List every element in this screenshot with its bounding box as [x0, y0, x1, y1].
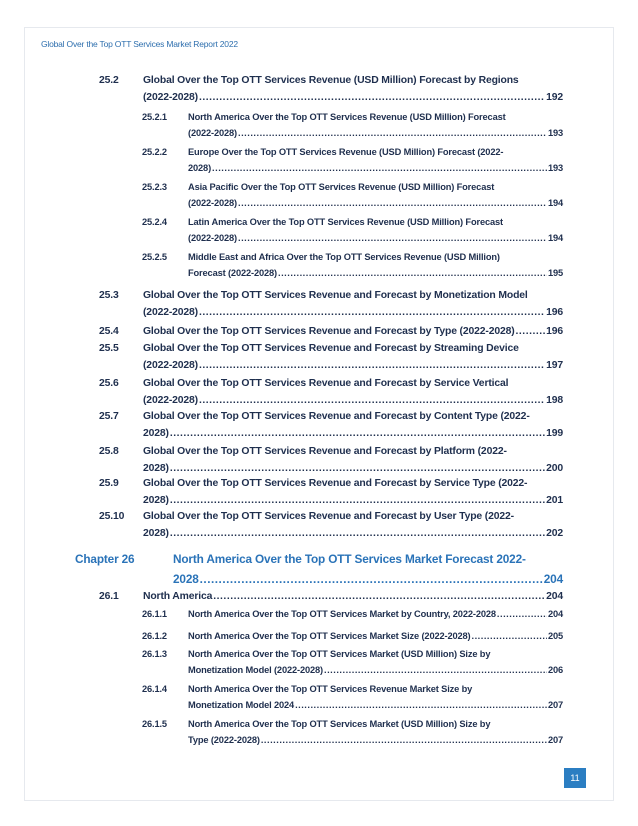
toc-entry-title: North America: [143, 591, 213, 602]
toc-entry-number: 25.2.5: [142, 252, 167, 262]
dot-leader: [238, 128, 547, 138]
toc-page-number: 206: [547, 665, 563, 675]
toc-entry-title-continued: (2022-2028): [188, 198, 238, 208]
toc-page-number: 204: [543, 572, 563, 586]
toc-page-number: 193: [547, 163, 563, 173]
dot-leader: [170, 528, 545, 539]
dot-leader: [295, 700, 547, 710]
toc-entry-number: 26.1.5: [142, 719, 167, 729]
toc-entry[interactable]: [99, 326, 563, 340]
toc-entry-number: 25.8: [99, 446, 119, 457]
toc-chapter-entry[interactable]: [75, 552, 563, 586]
toc-entry[interactable]: [142, 182, 563, 212]
toc-entry[interactable]: [99, 343, 563, 374]
dot-leader: [324, 665, 547, 675]
toc-page-number: 196: [546, 307, 563, 318]
toc-entry[interactable]: [142, 147, 563, 177]
toc-entry-title: North America Over the Top OTT Services Market (USD Million) Size by: [188, 719, 491, 729]
toc-entry-title-continued: (2022-2028): [188, 233, 238, 243]
dot-leader: [199, 307, 545, 318]
dot-leader: [212, 163, 547, 173]
toc-entry-title: Latin America Over the Top OTT Services Revenue (USD Million) Forecast: [188, 217, 503, 227]
toc-entry-number: 26.1.2: [142, 631, 167, 641]
toc-page-number: 194: [547, 233, 563, 243]
toc-entry[interactable]: [142, 217, 563, 247]
toc-entry-title: Asia Pacific Over the Top OTT Services Revenue (USD Million) Forecast: [188, 182, 495, 192]
toc-entry[interactable]: [142, 631, 563, 645]
toc-entry[interactable]: [99, 378, 563, 409]
toc-entry-title: Middle East and Africa Over the Top OTT Services Revenue (USD Million): [188, 252, 500, 262]
page-header: Global Over the Top OTT Services Market Report 2022: [41, 39, 238, 49]
toc-page-number: 195: [547, 268, 563, 278]
toc-entry-title-continued: 2028): [143, 463, 169, 474]
toc-entry[interactable]: [142, 684, 563, 714]
dot-leader: [199, 92, 545, 103]
dot-leader: [170, 428, 545, 439]
toc-entry-title: Global Over the Top OTT Services Revenue and Forecast by Type (2022-2028): [143, 326, 515, 337]
toc-entry[interactable]: [99, 290, 563, 321]
toc-entry-title-continued: 2028): [143, 428, 169, 439]
dot-leader: [516, 326, 546, 337]
dot-leader: [278, 268, 547, 278]
toc-entry[interactable]: [142, 719, 563, 749]
toc-entry-title: North America Over the Top OTT Services Revenue (USD Million) Forecast: [188, 112, 506, 122]
dot-leader: [200, 572, 543, 586]
dot-leader: [213, 591, 545, 602]
toc-page-number: 194: [547, 198, 563, 208]
toc-page-number: 200: [546, 463, 563, 474]
dot-leader: [199, 360, 545, 371]
toc-entry-number: 25.2.4: [142, 217, 167, 227]
toc-page-number: 205: [547, 631, 563, 641]
dot-leader: [199, 395, 545, 406]
toc-entry[interactable]: [99, 411, 563, 442]
toc-page-number: 204: [547, 609, 563, 619]
toc-entry-title: North America Over the Top OTT Services Market (USD Million) Size by: [188, 649, 491, 659]
toc-entry-title-continued: Monetization Model (2022-2028): [188, 665, 323, 675]
toc-entry[interactable]: [142, 252, 563, 282]
toc-page-number: 199: [546, 428, 563, 439]
toc-entry-title-continued: Monetization Model 2024: [188, 700, 295, 710]
dot-leader: [238, 198, 547, 208]
dot-leader: [261, 735, 547, 745]
toc-page-number: 201: [546, 495, 563, 506]
toc-entry-number: 25.9: [99, 478, 119, 489]
toc-entry-title-continued: (2022-2028): [188, 128, 238, 138]
toc-page-number: 207: [547, 735, 563, 745]
toc-entry-title-continued: Type (2022-2028): [188, 735, 260, 745]
toc-entry[interactable]: [99, 478, 563, 509]
dot-leader: [238, 233, 547, 243]
toc-entry-number: 25.3: [99, 290, 119, 301]
toc-page-number: 193: [547, 128, 563, 138]
toc-entry-title: North America Over the Top OTT Services Market Forecast 2022-: [173, 552, 526, 566]
toc-entry-title: Global Over the Top OTT Services Revenue and Forecast by Streaming Device: [143, 343, 519, 354]
toc-entry-title: Global Over the Top OTT Services Revenue and Forecast by Service Type (2022-: [143, 478, 528, 489]
toc-entry-number: Chapter 26: [75, 552, 135, 566]
toc-entry-title-continued: 2028): [143, 528, 169, 539]
toc-entry-number: 26.1.1: [142, 609, 167, 619]
toc-entry[interactable]: [142, 609, 563, 623]
toc-entry[interactable]: [99, 75, 563, 106]
dot-leader: [170, 495, 545, 506]
toc-entry-title: Global Over the Top OTT Services Revenue and Forecast by Content Type (2022-: [143, 411, 530, 422]
toc-page-number: 197: [546, 360, 563, 371]
toc-entry-title: Global Over the Top OTT Services Revenue (USD Million) Forecast by Regions: [143, 75, 519, 86]
toc-entry-number: 25.5: [99, 343, 119, 354]
toc-entry-title: Global Over the Top OTT Services Revenue and Forecast by Service Vertical: [143, 378, 509, 389]
toc-entry-title-continued: (2022-2028): [143, 307, 198, 318]
toc-entry-number: 25.4: [99, 326, 119, 337]
toc-entry[interactable]: [99, 591, 563, 605]
toc-entry-number: 25.2.2: [142, 147, 167, 157]
toc-entry-title: Global Over the Top OTT Services Revenue and Forecast by Monetization Model: [143, 290, 528, 301]
toc-entry[interactable]: [99, 511, 563, 542]
toc-entry-title-continued: 2028: [173, 572, 199, 586]
toc-page-number: 202: [546, 528, 563, 539]
toc-entry-title: North America Over the Top OTT Services Revenue Market Size by: [188, 684, 473, 694]
toc-entry-number: 25.2: [99, 75, 119, 86]
toc-entry-number: 26.1: [99, 591, 119, 602]
toc-entry-title-continued: 2028): [188, 163, 212, 173]
toc-page-number: 204: [546, 591, 563, 602]
toc-entry-title: Europe Over the Top OTT Services Revenue (USD Million) Forecast (2022-: [188, 147, 504, 157]
document-page: [24, 27, 614, 801]
toc-entry-title-continued: 2028): [143, 495, 169, 506]
toc-entry-title: North America Over the Top OTT Services Market Size (2022-2028): [188, 631, 471, 641]
toc-entry-title: Global Over the Top OTT Services Revenue and Forecast by User Type (2022-: [143, 511, 514, 522]
toc-entry-title-continued: (2022-2028): [143, 360, 198, 371]
toc-entry-title: Global Over the Top OTT Services Revenue and Forecast by Platform (2022-: [143, 446, 507, 457]
dot-leader: [471, 631, 546, 641]
toc-entry-number: 26.1.3: [142, 649, 167, 659]
toc-entry-title: North America Over the Top OTT Services Market by Country, 2022-2028: [188, 609, 496, 619]
dot-leader: [497, 609, 547, 619]
toc-entry-number: 26.1.4: [142, 684, 167, 694]
toc-entry-number: 25.6: [99, 378, 119, 389]
toc-entry-number: 25.2.3: [142, 182, 167, 192]
toc-entry-title-continued: (2022-2028): [143, 395, 198, 406]
toc-entry-number: 25.7: [99, 411, 119, 422]
dot-leader: [170, 463, 545, 474]
toc-entry-title-continued: (2022-2028): [143, 92, 198, 103]
toc-entry[interactable]: [142, 112, 563, 142]
toc-entry[interactable]: [99, 446, 563, 477]
toc-entry-number: 25.2.1: [142, 112, 167, 122]
toc-entry-number: 25.10: [99, 511, 125, 522]
toc-entry[interactable]: [142, 649, 563, 679]
toc-page-number: 196: [546, 326, 563, 337]
toc-page-number: 192: [546, 92, 563, 103]
page-number-badge: 11: [564, 768, 586, 788]
toc-page-number: 198: [546, 395, 563, 406]
toc-page-number: 207: [547, 700, 563, 710]
toc-entry-title-continued: Forecast (2022-2028): [188, 268, 277, 278]
